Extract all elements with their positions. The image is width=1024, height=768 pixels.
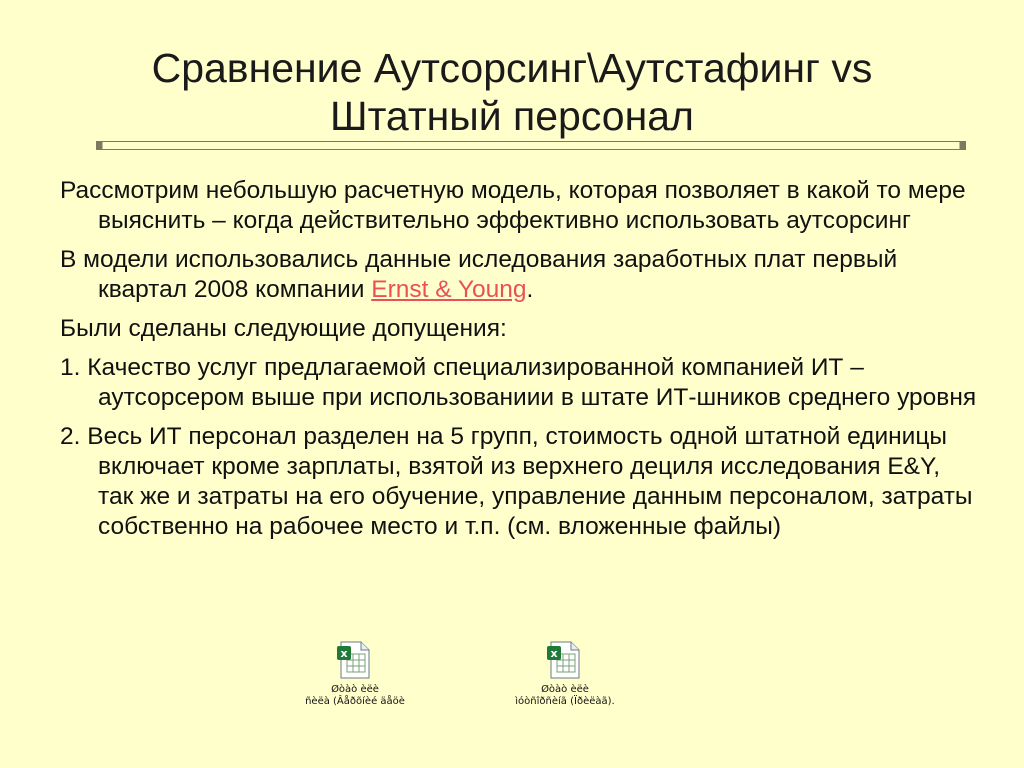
paragraph-assumption-2: 2. Весь ИТ персонал разделен на 5 групп, стоимость одной штатной единицы включает кроме зарплаты, взятой из верхнего дециля исследования E&Y, так же и затраты на его обучение, управление данным персоналом, затраты собственно на рабочее место и т.п. (см. вложенные файлы): [60, 423, 973, 540]
paragraph-data-source: [60, 245, 980, 305]
excel-file-icon: [335, 640, 375, 680]
embedded-file-1-label-line-1: Øòàò èëè: [331, 684, 379, 695]
svg-text:x: x: [340, 647, 348, 660]
slide-title-line-2: Штатный персонал: [330, 93, 694, 139]
paragraph-intro: Рассмотрим небольшую расчетную модель, которая позволяет в какой то мере выяснить – когда действительно эффективно использовать аутсорсинг: [60, 177, 966, 234]
embedded-files: [0, 640, 1024, 720]
embedded-file-1-label-line-2: ñèëà (Âåðõíèé äåöè: [305, 696, 405, 707]
embedded-file-1[interactable]: [285, 640, 425, 708]
excel-file-icon: [545, 640, 585, 680]
paragraph-assumption-1: 1. Качество услуг предлагаемой специализированной компанией ИТ – аутсорсером выше при использованиии в штате ИТ-шников среднего уровня: [60, 354, 977, 411]
slide-title-line-1: Сравнение Аутсорсинг\Аутстафинг vs: [151, 45, 873, 91]
paragraph-data-source-period: .: [526, 276, 534, 303]
paragraph-data-source-text: В модели использовались данные иследования заработных плат первый квартал 2008 компании: [60, 246, 898, 303]
paragraph-assumptions-heading: Были сделаны следующие допущения:: [60, 315, 507, 342]
embedded-file-2-label-line-1: Øòàò èëè: [541, 684, 589, 695]
slide-title: [60, 44, 964, 140]
embedded-file-2[interactable]: [495, 640, 635, 708]
embedded-file-2-label-line-2: ìóòñîðñèíã (Ïðèëàã).: [515, 696, 615, 707]
ernst-young-link[interactable]: Ernst & Young: [371, 276, 527, 303]
slide-body: [60, 176, 980, 551]
title-underline: [96, 141, 966, 150]
svg-text:x: x: [550, 647, 558, 660]
